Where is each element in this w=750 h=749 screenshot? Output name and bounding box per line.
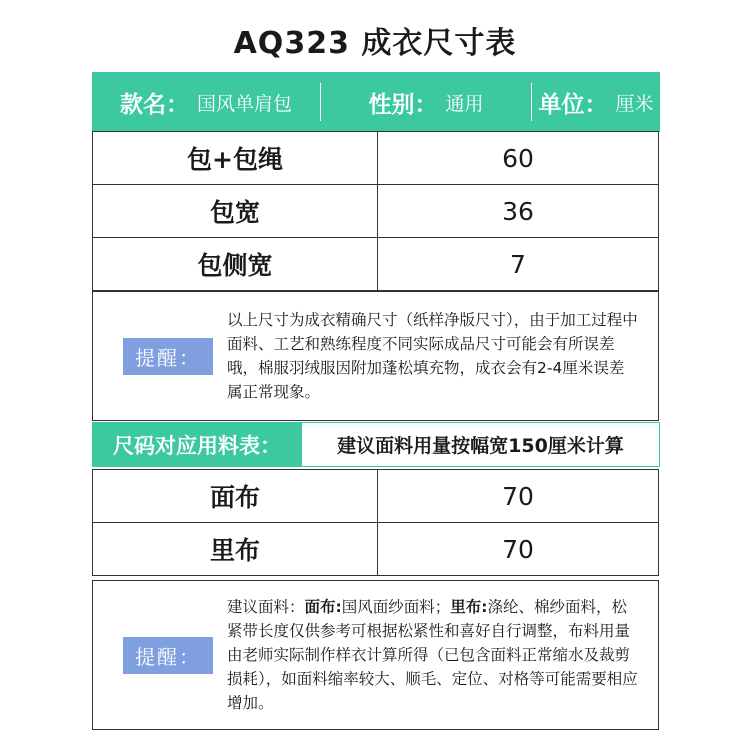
- suggested-fabric-intro: 建议面料：: [227, 598, 305, 616]
- reminder-box: [92, 291, 659, 421]
- style-name-label: 款名：: [119, 91, 189, 118]
- fabric-table-note: 建议面料用量按幅宽150厘米计算: [302, 422, 660, 467]
- unit-value: 厘米: [615, 92, 654, 115]
- reminder-label: 提醒：: [123, 338, 213, 375]
- table-row: [93, 237, 658, 290]
- table-row: [93, 522, 658, 575]
- fabric-value: 70: [502, 534, 534, 564]
- info-header-bar: [92, 72, 660, 132]
- fabric-reminder-text: [227, 595, 638, 715]
- lining-fabric-value: 涤纶、棉纱: [487, 598, 565, 616]
- fabric-name: 面布: [93, 470, 378, 522]
- style-name-cell: [92, 72, 320, 132]
- fabric-table: [92, 469, 659, 576]
- style-name-value: 国风单肩包: [196, 92, 292, 115]
- face-fabric-value: 国风面纱面料；: [341, 598, 451, 616]
- fabric-name: 里布: [93, 523, 378, 575]
- fabric-value: 70: [502, 481, 534, 511]
- size-name: 包+包绳: [93, 132, 378, 184]
- unit-label: 单位：: [538, 91, 608, 118]
- lining-fabric-label: 里布:: [450, 598, 488, 616]
- table-row: [93, 184, 658, 237]
- size-name: 包侧宽: [93, 238, 378, 290]
- fabric-table-header: [92, 422, 660, 467]
- size-value: 60: [502, 143, 534, 173]
- unit-cell: [532, 72, 660, 132]
- face-fabric-label: 面布:: [304, 598, 342, 616]
- size-value: 7: [510, 249, 526, 279]
- fabric-reminder-label: 提醒：: [123, 637, 213, 674]
- reminder-text: 以上尺寸为成衣精确尺寸（纸样净版尺寸），由于加工过程中面料、工艺和熟练程度不同实际成品尺寸可能会有所误差哦，棉服羽绒服因附加蓬松填充物，成衣会有2-4厘米误差属正常现象。: [227, 311, 638, 401]
- fabric-reminder-rest: 面料，松紧带长度仅供参考可根据松紧性和喜好自行调整，布料用量由老师实际制作样衣计算所得（已包含面料正常缩水及裁剪损耗），如面料缩率较大、顺毛、定位、对格等可能需要相应增加。: [227, 598, 638, 712]
- gender-value: 通用: [445, 92, 484, 115]
- size-name: 包宽: [93, 185, 378, 237]
- gender-label: 性别：: [368, 91, 438, 118]
- gender-cell: [321, 72, 531, 132]
- fabric-reminder-box: [92, 580, 659, 730]
- size-value: 36: [502, 196, 534, 226]
- table-row: [93, 469, 658, 522]
- page-title: AQ323 成衣尺寸表: [233, 26, 517, 61]
- fabric-table-title: 尺码对应用料表：: [92, 422, 302, 467]
- table-row: [93, 131, 658, 184]
- size-table: [92, 131, 659, 291]
